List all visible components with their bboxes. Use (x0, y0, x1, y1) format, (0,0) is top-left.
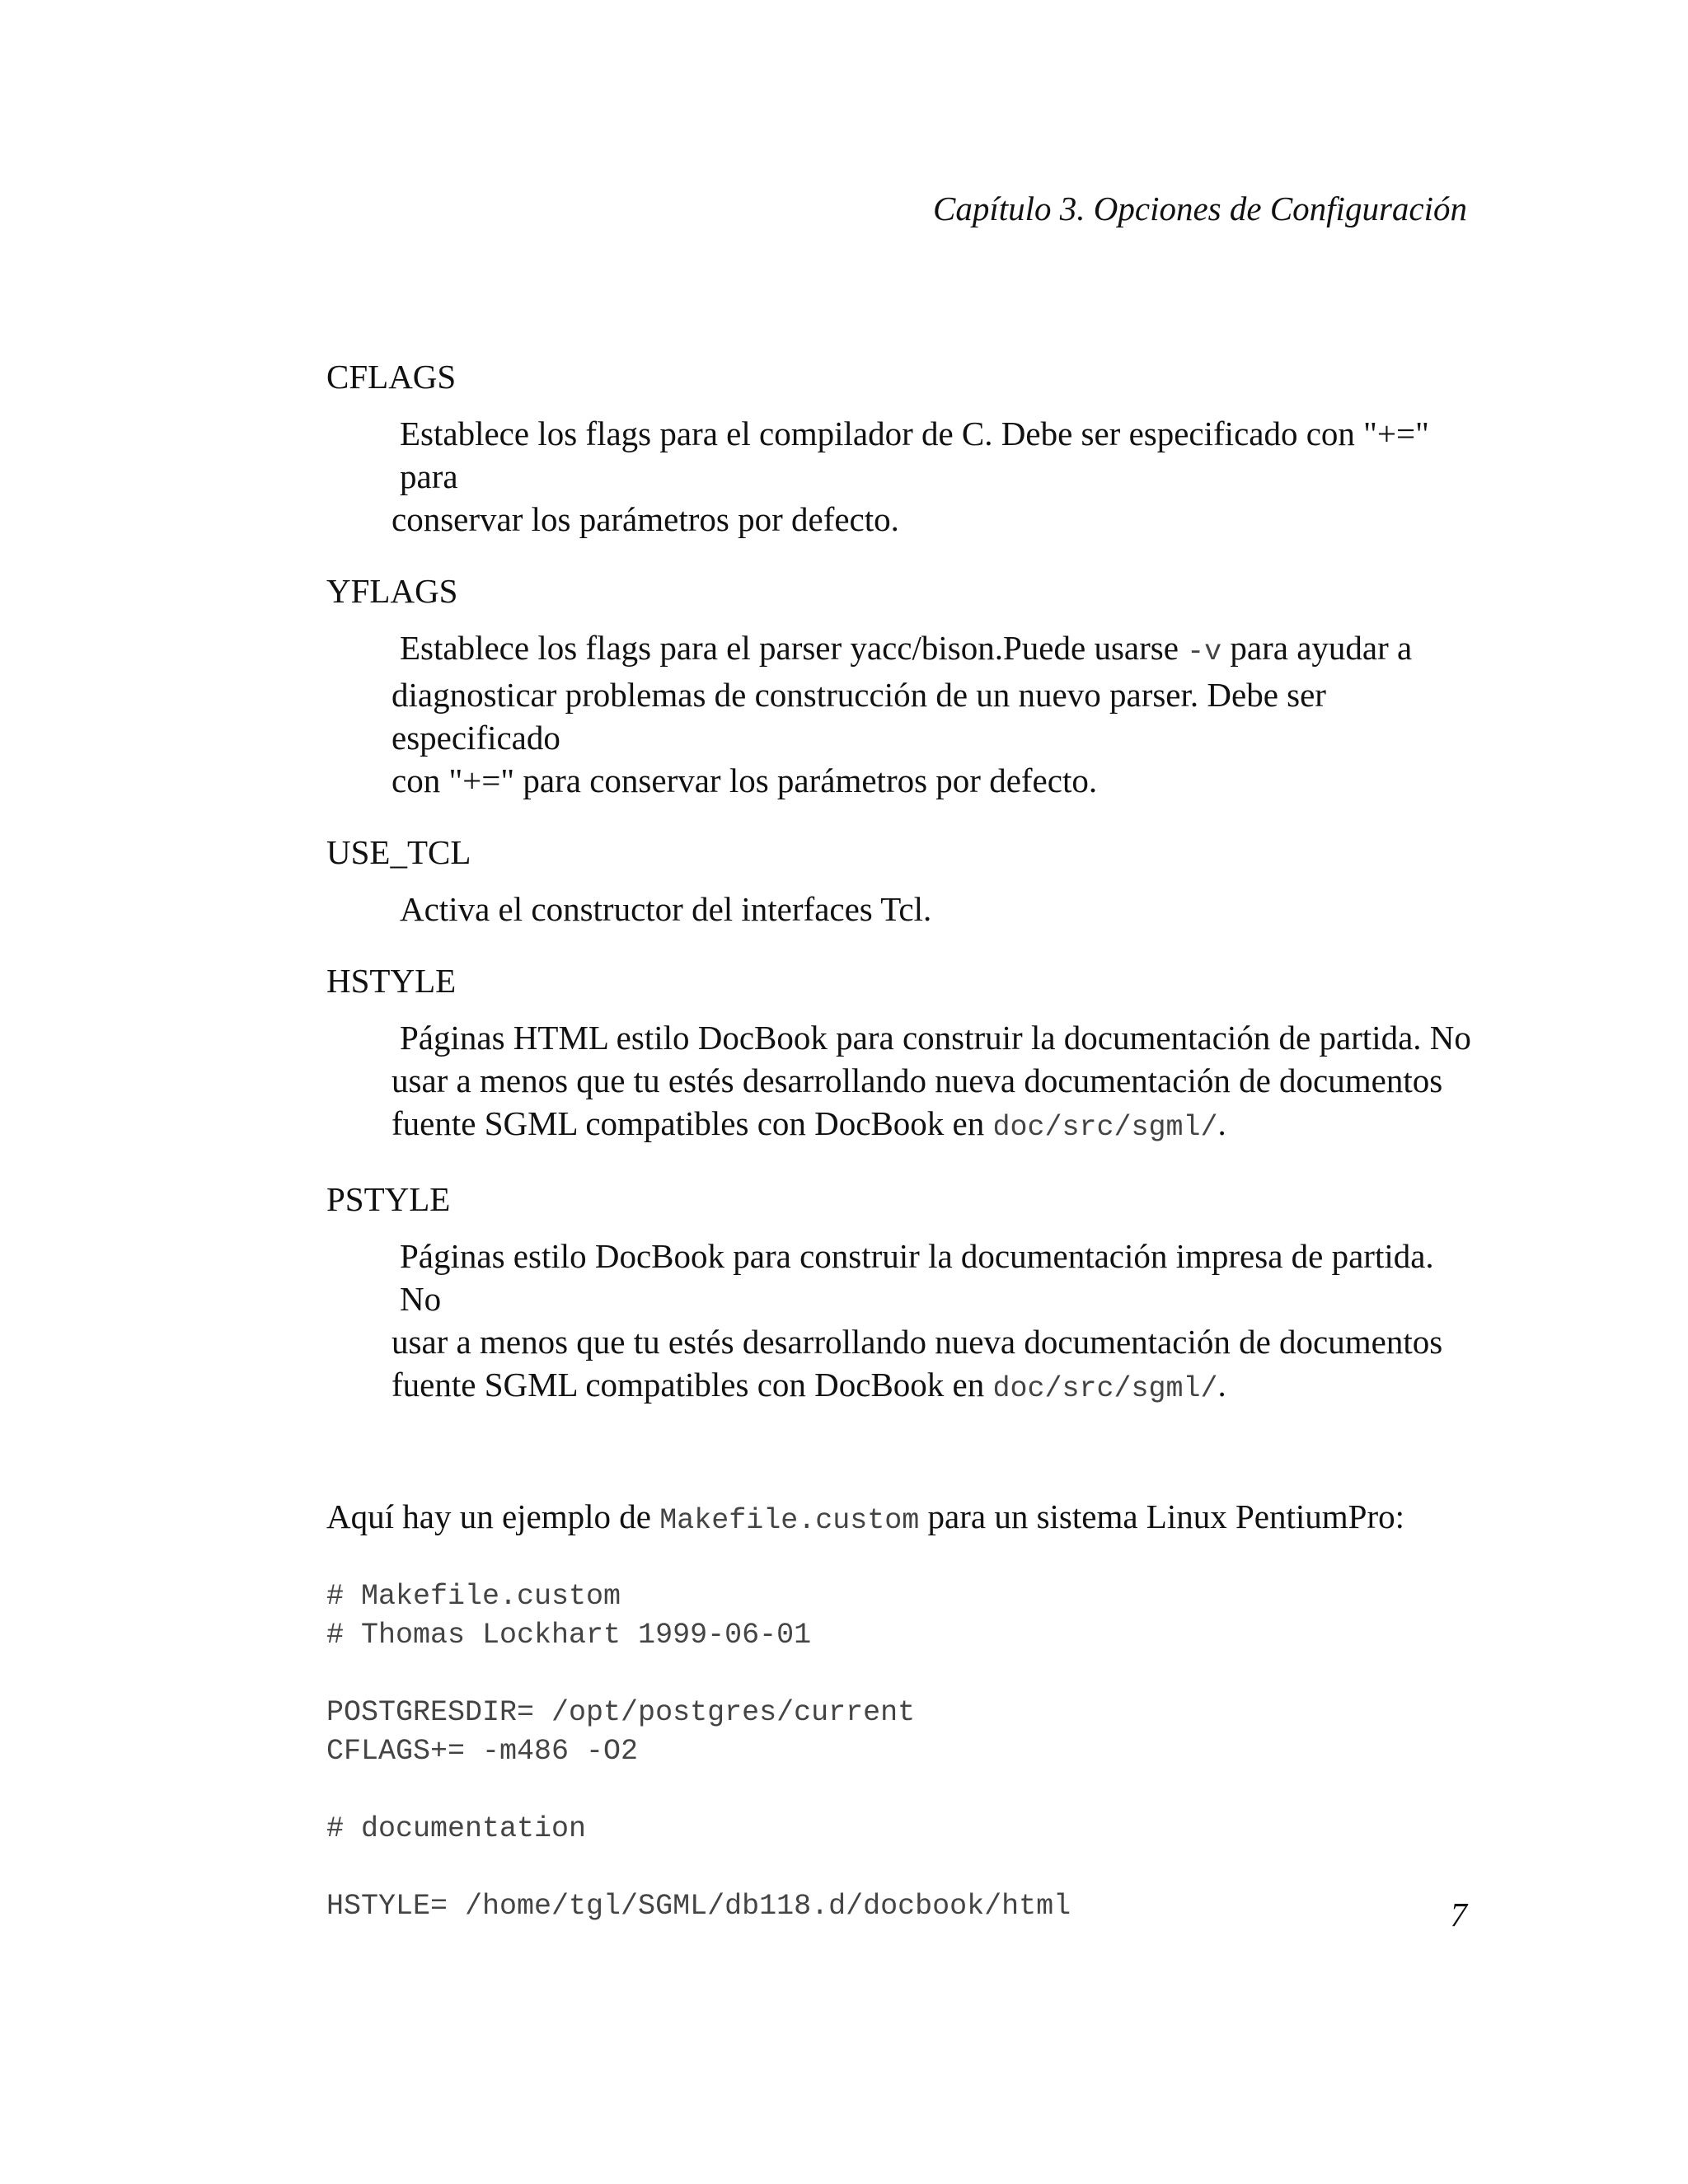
description-text: Establece los flags para el parser yacc/bison.Puede usarse (400, 629, 1188, 667)
description-line: Páginas HTML estilo DocBook para construir la documentación de partida. No (400, 1019, 1471, 1057)
definition-pstyle (326, 1179, 1480, 1410)
intro-text: para un sistema Linux PentiumPro: (919, 1497, 1405, 1535)
code-line: # Makefile.custom (326, 1580, 621, 1613)
term-pstyle: PSTYLE (326, 1180, 451, 1218)
running-header: Capítulo 3. Opciones de Configuración (933, 190, 1467, 227)
description-line: Páginas estilo DocBook para construir la documentación impresa de partida. No (400, 1237, 1434, 1318)
example-intro (326, 1496, 1480, 1541)
description-text: fuente SGML compatibles con DocBook en (392, 1366, 993, 1404)
inline-code: Makefile.custom (659, 1504, 920, 1537)
description-yflags (392, 626, 1480, 802)
code-block (326, 1577, 1480, 1926)
term-yflags: YFLAGS (326, 572, 458, 610)
inline-code: doc/src/sgml/ (992, 1111, 1218, 1144)
code-line: # documentation (326, 1812, 587, 1845)
description-use-tcl (392, 888, 1480, 930)
description-text: . (1217, 1104, 1226, 1142)
description-text: para ayudar a (1221, 629, 1413, 667)
term-use-tcl: USE_TCL (326, 833, 471, 871)
description-line (392, 626, 1480, 673)
document-body (326, 356, 1480, 1926)
description-text: . (1217, 1366, 1226, 1404)
definition-use-tcl (326, 832, 1480, 930)
page-number: 7 (1450, 1896, 1467, 1933)
description-line: diagnosticar problemas de construcción de un nuevo parser. Debe ser especificado (392, 676, 1326, 757)
term-hstyle: HSTYLE (326, 962, 457, 1000)
intro-text: Aquí hay un ejemplo de (326, 1497, 660, 1535)
definition-yflags (326, 570, 1480, 802)
inline-code: doc/src/sgml/ (992, 1372, 1218, 1405)
description-line: Establece los flags para el compilador de C. Debe ser especificado con "+=" para (400, 415, 1429, 495)
code-line: HSTYLE= /home/tgl/SGML/db118.d/docbook/html (326, 1890, 1071, 1923)
description-line: usar a menos que tu estés desarrollando nueva documentación de documentos (392, 1323, 1443, 1361)
code-line (326, 1771, 1480, 1810)
description-text: fuente SGML compatibles con DocBook en (392, 1104, 993, 1142)
code-line: CFLAGS+= -m486 -O2 (326, 1735, 639, 1768)
code-line (326, 1849, 1480, 1887)
description-line (392, 1363, 1480, 1410)
definition-cflags (326, 356, 1480, 541)
inline-code: -v (1187, 635, 1222, 668)
description-line (392, 1102, 1480, 1149)
code-line (326, 1655, 1480, 1694)
description-hstyle (392, 1016, 1480, 1149)
description-line: con "+=" para conservar los parámetros por defecto. (392, 762, 1098, 799)
description-line: Activa el constructor del interfaces Tcl. (400, 890, 932, 928)
code-line: POSTGRESDIR= /opt/postgres/current (326, 1696, 916, 1729)
definition-hstyle (326, 960, 1480, 1149)
description-cflags (392, 412, 1480, 541)
term-cflags: CFLAGS (326, 358, 457, 396)
code-line: # Thomas Lockhart 1999-06-01 (326, 1619, 812, 1652)
description-line: conservar los parámetros por defecto. (392, 500, 899, 538)
description-line: usar a menos que tu estés desarrollando nueva documentación de documentos (392, 1062, 1443, 1099)
description-pstyle (392, 1235, 1480, 1410)
